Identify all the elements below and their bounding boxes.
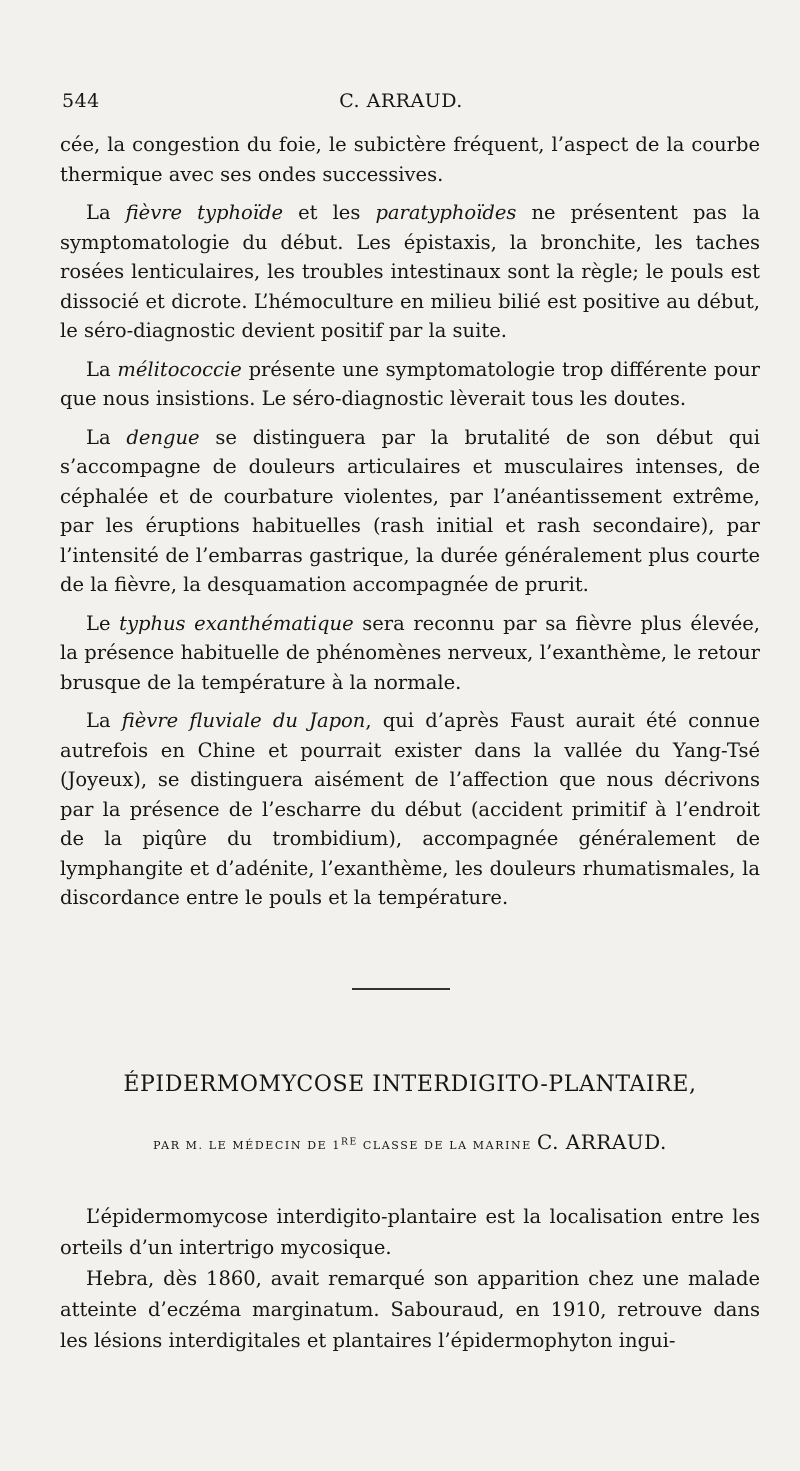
paragraph-typhus	[60, 609, 760, 698]
section-title: ÉPIDERMOMYCOSE INTERDIGITO-PLANTAIRE,	[123, 1072, 697, 1097]
text-segment: sera reconnu par sa fièvre plus élevée, la présence habituelle de phénomènes nerveux, l’exanthème, le retour brusque de la température à la normale.	[60, 611, 760, 694]
text-segment: , qui d’après Faust aurait été connue autrefois en Chine et pourrait exister dans la vallée du Yang-Tsé (Joyeux), se distinguera aisément de l’affection que nous décrivons par la présence de l’escharre du début (accident primitif à l’endroit de la piqûre du trombidium), accompagnée généralement de lymphangite et d’adénite, l’exanthème, les douleurs rhumatismales, la discordance entre le pouls et la température.	[60, 709, 761, 909]
section-paragraph-intro: L’épidermomycose interdigito-plantaire est la localisation entre les orteils d’un intertrigo mycosique.	[60, 1205, 760, 1259]
running-head	[62, 90, 740, 116]
byline	[60, 1130, 760, 1154]
text-segment: et les	[283, 201, 376, 224]
text-segment: La	[86, 709, 122, 732]
italic-term: typhus exanthématique	[119, 611, 354, 635]
page-number: 544	[62, 90, 100, 112]
text-segment: La	[86, 201, 126, 224]
paragraph-dengue	[60, 423, 760, 600]
text-segment: ne présentent pas la symptomatologie du début. Les épistaxis, la bronchite, les taches rosées lenticulaires, les troubles intestinaux sont la règle; le pouls est dissocié et dicrote. L’hémoculture en milieu bilié est positive au début, le séro-diagnostic devient positif par la suite.	[60, 201, 760, 342]
text-segment: La	[86, 425, 127, 449]
italic-term: fièvre fluviale du Japon	[121, 709, 366, 732]
italic-term: paratyphoïdes	[375, 201, 517, 224]
italic-term: dengue	[126, 425, 200, 449]
text-segment: se distinguera par la brutalité de son début qui s’accompagne de douleurs articulaires et musculaires intenses, de céphalée et de courbature violentes, par l’anéantissement extrême, par les éruptions habituelles (rash initial et rash secondaire), par l’intensité de l’embarras gastrique, la durée généralement plus courte de la fièvre, la desquamation accompagnée de prurit.	[60, 425, 760, 596]
italic-term: fièvre typhoïde	[125, 201, 284, 224]
paragraph-melitococcie	[60, 355, 760, 414]
text-segment: La	[86, 357, 118, 381]
text-segment: Le	[86, 611, 120, 635]
paragraph-typhoide	[60, 198, 760, 346]
paragraph-fievre-fluviale	[60, 706, 760, 913]
italic-term: mélitococcie	[117, 357, 242, 381]
byline-author: C. ARRAUD.	[536, 1130, 667, 1154]
body-text	[60, 130, 760, 922]
text-segment: présente une symptomatologie trop différente pour que nous insistions. Le séro-diagnostic lèverait tous les doutes.	[60, 357, 760, 410]
byline-prefix: PAR M. LE MÉDECIN DE 1	[153, 1139, 341, 1152]
section-divider	[352, 988, 450, 990]
section-body	[60, 1201, 760, 1356]
paragraph-continuation: cée, la congestion du foie, le subictère fréquent, l’aspect de la courbe thermique avec ses ondes successives.	[60, 133, 760, 186]
byline-superscript: RE	[340, 1136, 358, 1148]
byline-suffix: CLASSE DE LA MARINE	[357, 1139, 537, 1152]
section-paragraph-history: Hebra, dès 1860, avait remarqué son apparition chez une malade atteinte d’eczéma marginatum. Sabouraud, en 1910, retrouve dans les lésions interdigitales et plantaires l’épidermophyton ingui-	[60, 1267, 760, 1352]
running-title: C. ARRAUD.	[339, 90, 463, 112]
